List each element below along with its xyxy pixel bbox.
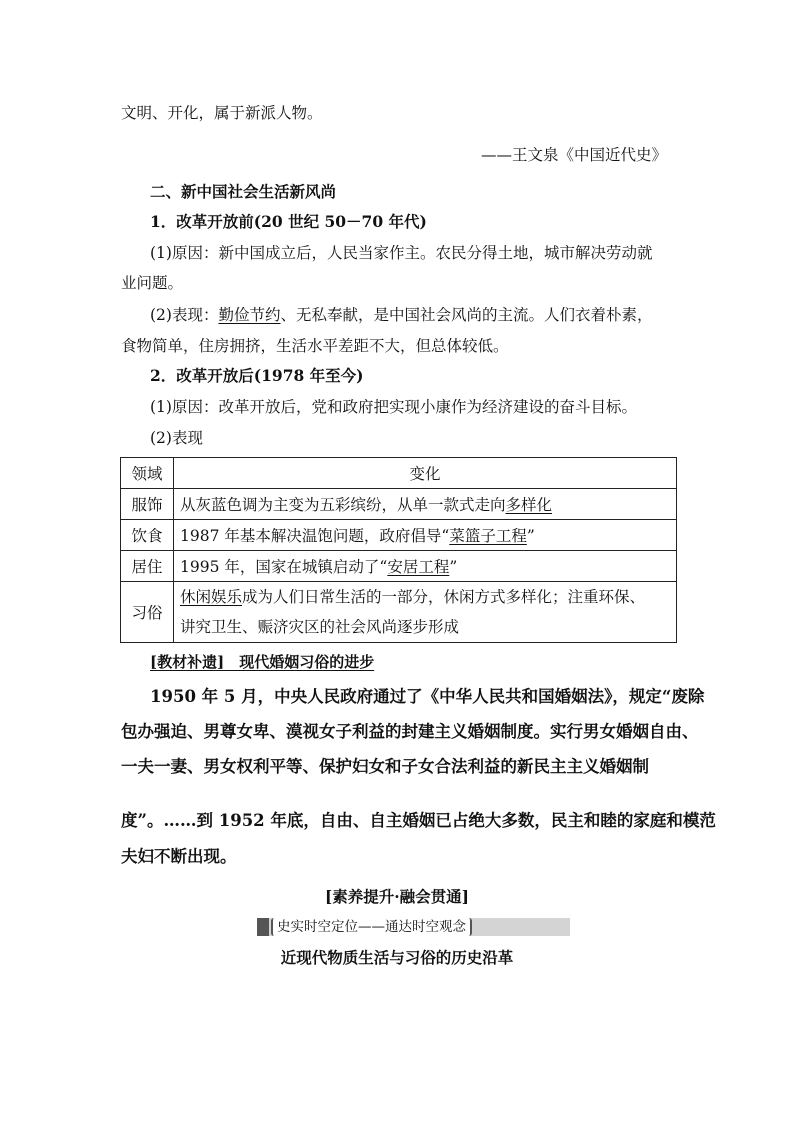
row-field: 居住 <box>121 551 174 582</box>
supplement-para-line1: 1950 年 5 月，中央人民政府通过了《中华人民共和国婚姻法》，规定“废除 <box>150 687 705 706</box>
banner-text: 史实时空定位——通达时空观念 <box>271 918 472 936</box>
changes-table <box>120 457 677 643</box>
supplement-para-line5: 夫妇不断出现。 <box>121 847 237 866</box>
table-header-field: 领域 <box>121 458 174 489</box>
supplement-para-line4: 度”。……到 1952 年底，自由、自主婚姻已占绝大多数，民主和睦的家庭和模范 <box>121 811 716 830</box>
intro-text: 文明、开化，属于新派人物。 <box>121 104 323 122</box>
citation: ——王文泉《中国近代史》 <box>480 146 667 164</box>
post-reform-reason: (1)原因：改革开放后，党和政府把实现小康作为经济建设的奋斗目标。 <box>150 398 637 416</box>
post-reform-performance-title: (2)表现 <box>150 429 203 447</box>
section-banner <box>257 918 570 936</box>
literacy-subheading: 近现代物质生活与习俗的历史沿革 <box>280 948 514 967</box>
subsection-1-title: 1．改革开放前(20 世纪 50－70 年代) <box>150 212 427 231</box>
table-header-change: 变化 <box>174 458 677 489</box>
supplement-para-line2: 包办强迫、男尊女卑、漠视女子利益的封建主义婚姻制度。实行男女婚姻自由、 <box>121 722 699 741</box>
row-field: 饮食 <box>121 520 174 551</box>
supplement-label: [教材补遗] 现代婚姻习俗的进步 <box>150 653 375 671</box>
row-change: 1987 年基本解决温饱问题，政府倡导“菜篮子工程” <box>174 520 677 551</box>
pre-reform-performance-line2: 食物简单，住房拥挤，生活水平差距不大，但总体较低。 <box>121 337 509 355</box>
table-row <box>121 551 677 582</box>
row-change: 休闲娱乐成为人们日常生活的一部分，休闲方式多样化；注重环保、 讲究卫生、赈济灾区的社会风尚逐步形成 <box>174 582 677 643</box>
row-change: 从灰蓝色调为主变为五彩缤纷，从单一款式走向多样化 <box>174 489 677 520</box>
table-row <box>121 520 677 551</box>
pre-reform-performance-line1 <box>150 305 677 325</box>
literacy-heading: [素养提升·融会贯通] <box>324 887 470 906</box>
row-field: 习俗 <box>121 582 174 643</box>
table-row <box>121 489 677 520</box>
row-change: 1995 年，国家在城镇启动了“安居工程” <box>174 551 677 582</box>
row-field: 服饰 <box>121 489 174 520</box>
table-row <box>121 582 677 643</box>
table-header-row <box>121 458 677 489</box>
performance-text: 、无私奉献，是中国社会风尚的主流。人们衣着朴素， <box>280 306 653 324</box>
pre-reform-reason-line2: 业问题。 <box>121 274 184 292</box>
subsection-2-title: 2．改革开放后(1978 年至今) <box>150 366 364 385</box>
pre-reform-reason-line1: (1)原因：新中国成立后，人民当家作主。农民分得土地，城市解决劳动就 <box>150 244 653 262</box>
underlined-term: 勤俭节约 <box>218 306 281 324</box>
section-heading: 二、新中国社会生活新风尚 <box>150 182 337 201</box>
performance-label: (2)表现： <box>150 306 219 324</box>
supplement-para-line3: 一夫一妻、男女权利平等、保护妇女和子女合法利益的新民主主义婚姻制 <box>121 757 649 776</box>
